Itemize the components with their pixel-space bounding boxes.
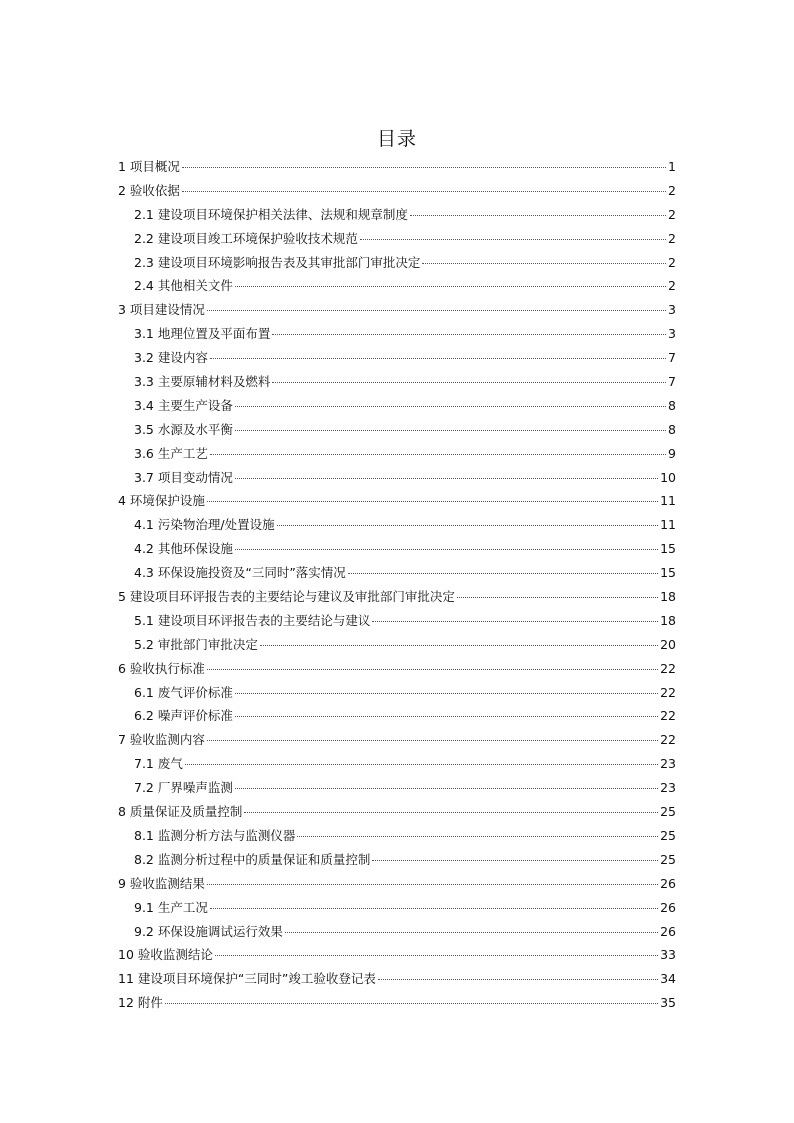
- toc-entry[interactable]: [118, 561, 676, 585]
- toc-entry[interactable]: [118, 704, 676, 728]
- toc-dot-leader: [207, 310, 666, 311]
- toc-dot-leader: [348, 573, 658, 574]
- toc-entry-page-number: 26: [660, 899, 676, 915]
- toc-dot-leader: [185, 764, 658, 765]
- toc-entry-page-number: 7: [668, 350, 676, 366]
- toc-dot-leader: [260, 645, 658, 646]
- toc-entry-label: 1 项目概况: [118, 159, 180, 174]
- toc-entry-label: 4.3 环保设施投资及“三同时”落实情况: [134, 565, 346, 581]
- toc-entry-page-number: 26: [660, 875, 676, 891]
- toc-entry-label: 5 建设项目环评报告表的主要结论与建议及审批部门审批决定: [118, 589, 455, 605]
- toc-dot-leader: [378, 979, 658, 980]
- toc-dot-leader: [297, 836, 658, 837]
- toc-entry[interactable]: [118, 728, 676, 752]
- toc-entry[interactable]: [118, 943, 676, 967]
- toc-entry-page-number: 26: [660, 923, 676, 939]
- toc-entry-page-number: 20: [660, 636, 676, 652]
- toc-entry[interactable]: [118, 776, 676, 800]
- toc-dot-leader: [235, 430, 666, 431]
- toc-entry-label: 5.1 建设项目环评报告表的主要结论与建议: [134, 612, 371, 628]
- toc-dot-leader: [244, 812, 658, 813]
- toc-entry[interactable]: [118, 633, 676, 657]
- toc-entry[interactable]: [118, 442, 676, 466]
- toc-entry[interactable]: [118, 274, 676, 298]
- toc-entry-label: 9 验收监测结果: [118, 875, 205, 891]
- toc-entry[interactable]: [118, 824, 676, 848]
- toc-entry[interactable]: [118, 609, 676, 633]
- toc-entry[interactable]: [118, 346, 676, 370]
- toc-entry[interactable]: [118, 537, 676, 561]
- toc-entry-label: 8.1 监测分析方法与监测仪器: [134, 827, 296, 843]
- toc-dot-leader: [207, 740, 658, 741]
- toc-entry-label: 3.3 主要原辅材料及燃料: [134, 374, 271, 390]
- toc-entry[interactable]: [118, 752, 676, 776]
- toc-entry-page-number: 34: [660, 971, 676, 987]
- toc-dot-leader: [272, 334, 666, 335]
- toc-dot-leader: [207, 669, 658, 670]
- toc-dot-leader: [210, 908, 658, 909]
- toc-entry[interactable]: [118, 155, 676, 179]
- toc-entry-page-number: 18: [660, 612, 676, 628]
- toc-entry[interactable]: [118, 322, 676, 346]
- toc-entry[interactable]: [118, 872, 676, 896]
- toc-entry-label: 3.1 地理位置及平面布置: [134, 326, 271, 342]
- toc-dot-leader: [422, 263, 666, 264]
- toc-entry-label: 3.5 水源及水平衡: [134, 421, 233, 437]
- toc-entry-page-number: 3: [668, 326, 676, 342]
- toc-entry[interactable]: [118, 896, 676, 920]
- toc-entry-label: 8.2 监测分析过程中的质量保证和质量控制: [134, 851, 371, 867]
- toc-dot-leader: [235, 406, 666, 407]
- toc-dot-leader: [285, 932, 658, 933]
- toc-dot-leader: [215, 955, 658, 956]
- toc-entry-label: 3 项目建设情况: [118, 302, 205, 318]
- toc-entry-label: 3.6 生产工艺: [134, 445, 208, 461]
- toc-entry-label: 6.1 废气评价标准: [134, 684, 233, 700]
- toc-dot-leader: [235, 478, 658, 479]
- toc-entry[interactable]: [118, 298, 676, 322]
- toc-dot-leader: [165, 1003, 658, 1004]
- toc-entry[interactable]: [118, 800, 676, 824]
- toc-entry[interactable]: [118, 179, 676, 203]
- toc-entry-label: 2.4 其他相关文件: [134, 278, 233, 294]
- toc-entry-page-number: 33: [660, 947, 676, 963]
- toc-entry-page-number: 2: [668, 230, 676, 246]
- toc-entry-label: 7 验收监测内容: [118, 732, 205, 748]
- toc-dot-leader: [235, 716, 658, 717]
- toc-entry[interactable]: [118, 967, 676, 991]
- toc-dot-leader: [410, 215, 666, 216]
- toc-entry-page-number: 22: [660, 708, 676, 724]
- toc-entry-label: 4.2 其他环保设施: [134, 541, 233, 557]
- toc-entry-page-number: 2: [668, 182, 676, 198]
- toc-entry-page-number: 22: [660, 660, 676, 676]
- toc-entry-label: 3.2 建设内容: [134, 350, 208, 366]
- toc-entry[interactable]: [118, 991, 676, 1015]
- toc-dot-leader: [207, 884, 658, 885]
- toc-entry[interactable]: [118, 920, 676, 944]
- toc-entry-page-number: 3: [668, 302, 676, 318]
- toc-entry-label: 12 附件: [118, 995, 163, 1011]
- toc-dot-leader: [235, 549, 658, 550]
- toc-entry-label: 6.2 噪声评价标准: [134, 708, 233, 724]
- toc-entry[interactable]: [118, 848, 676, 872]
- toc-dot-leader: [360, 239, 666, 240]
- toc-dot-leader: [235, 286, 666, 287]
- toc-entry-page-number: 1: [668, 159, 676, 174]
- toc-entry-label: 2.3 建设项目环境影响报告表及其审批部门审批决定: [134, 254, 421, 270]
- toc-entry-page-number: 15: [660, 541, 676, 557]
- toc-entry-label: 9.1 生产工况: [134, 899, 208, 915]
- toc-dot-leader: [277, 525, 659, 526]
- toc-entry-page-number: 18: [660, 589, 676, 605]
- toc-entry-label: 8 质量保证及质量控制: [118, 804, 243, 820]
- toc-entry-page-number: 23: [660, 780, 676, 796]
- toc-entry-label: 3.7 项目变动情况: [134, 469, 233, 485]
- toc-entry-page-number: 2: [668, 254, 676, 270]
- toc-entry[interactable]: [118, 657, 676, 681]
- toc-dot-leader: [235, 693, 658, 694]
- toc-entry-page-number: 2: [668, 206, 676, 222]
- toc-entry-page-number: 22: [660, 684, 676, 700]
- toc-entry-page-number: 22: [660, 732, 676, 748]
- toc-entry-label: 11 建设项目环境保护“三同时”竣工验收登记表: [118, 971, 376, 987]
- toc-entry-page-number: 25: [660, 851, 676, 867]
- toc-entry-label: 7.1 废气: [134, 756, 183, 772]
- toc-dot-leader: [210, 358, 666, 359]
- toc-entry[interactable]: [118, 489, 676, 513]
- toc-dot-leader: [272, 382, 666, 383]
- toc-entry[interactable]: [118, 251, 676, 275]
- toc-entry-label: 10 验收监测结论: [118, 947, 213, 963]
- toc-dot-leader: [182, 167, 666, 168]
- toc-entry-page-number: 11: [660, 493, 676, 509]
- toc-entry[interactable]: [118, 203, 676, 227]
- toc-entry-label: 4 环境保护设施: [118, 493, 205, 509]
- toc-entry[interactable]: [118, 394, 676, 418]
- toc-dot-leader: [210, 454, 666, 455]
- toc-entry-page-number: 9: [668, 445, 676, 461]
- toc-dot-leader: [457, 597, 658, 598]
- toc-entry-page-number: 23: [660, 756, 676, 772]
- toc-entry-label: 9.2 环保设施调试运行效果: [134, 923, 283, 939]
- toc-entry-label: 5.2 审批部门审批决定: [134, 636, 258, 652]
- toc-entry-label: 7.2 厂界噪声监测: [134, 780, 233, 796]
- toc-dot-leader: [182, 191, 666, 192]
- toc-entry-page-number: 25: [660, 804, 676, 820]
- toc-entry-page-number: 15: [660, 565, 676, 581]
- toc-entry-page-number: 8: [668, 421, 676, 437]
- toc-entry-label: 3.4 主要生产设备: [134, 397, 233, 413]
- toc-entry[interactable]: [118, 418, 676, 442]
- toc-dot-leader: [372, 621, 658, 622]
- toc-entry[interactable]: [118, 466, 676, 490]
- toc-title: 目录: [376, 128, 417, 150]
- toc-entry-label: 6 验收执行标准: [118, 660, 205, 676]
- toc-entry[interactable]: [118, 681, 676, 705]
- toc-entry-label: 2 验收依据: [118, 182, 180, 198]
- toc-entry-page-number: 8: [668, 397, 676, 413]
- table-of-contents: [118, 155, 676, 1015]
- toc-entry-label: 2.1 建设项目环境保护相关法律、法规和规章制度: [134, 206, 408, 222]
- toc-entry-label: 2.2 建设项目竣工环境保护验收技术规范: [134, 230, 358, 246]
- toc-entry[interactable]: [118, 370, 676, 394]
- toc-entry[interactable]: [118, 513, 676, 537]
- toc-entry-page-number: 25: [660, 827, 676, 843]
- toc-dot-leader: [235, 788, 658, 789]
- toc-entry-page-number: 7: [668, 374, 676, 390]
- toc-entry-label: 4.1 污染物治理/处置设施: [134, 517, 275, 533]
- toc-entry[interactable]: [118, 585, 676, 609]
- toc-dot-leader: [372, 860, 658, 861]
- toc-entry-page-number: 35: [660, 995, 676, 1011]
- toc-entry-page-number: 2: [668, 278, 676, 294]
- toc-entry[interactable]: [118, 227, 676, 251]
- toc-entry-page-number: 11: [660, 517, 676, 533]
- toc-entry-page-number: 10: [660, 469, 676, 485]
- toc-dot-leader: [207, 501, 658, 502]
